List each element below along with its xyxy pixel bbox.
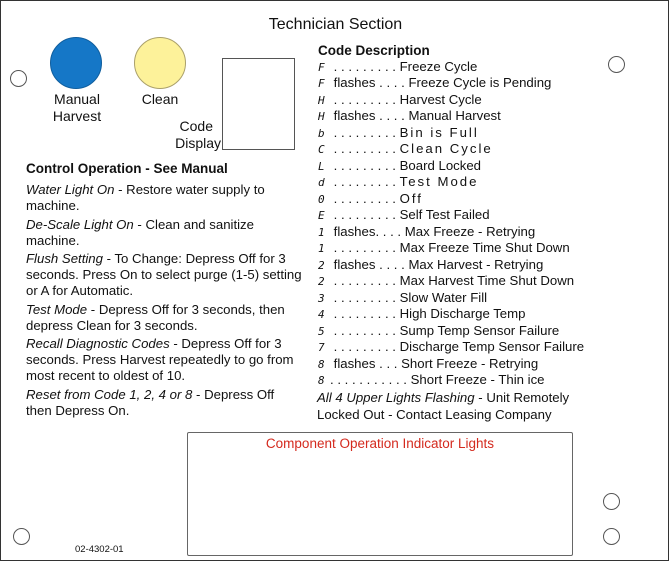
control-operation-heading: Control Operation - See Manual [26,161,228,176]
manual-harvest-label: Manual Harvest [52,91,102,124]
code-row: 1 flashes. . . . Max Freeze - Retrying [318,224,668,241]
code-row: 3 . . . . . . . . . Slow Water Fill [318,290,668,307]
code-glyph: b [318,127,325,140]
code-glyph: 1 [318,242,325,255]
code-row: 5 . . . . . . . . . Sump Temp Sensor Failure [318,323,668,340]
code-row: d . . . . . . . . . Test Mode [318,174,668,191]
code-row: 8 flashes . . . Short Freeze - Retrying [318,356,668,373]
control-operation-section [26,161,308,419]
code-row: 0 . . . . . . . . . Off [318,191,668,208]
mounting-hole-icon [603,528,620,545]
code-glyph: 8 [318,374,325,387]
code-glyph: 0 [318,193,325,206]
code-glyph: L [318,160,325,173]
code-row: 2 flashes . . . . Max Harvest - Retrying [318,257,668,274]
code-row: 7 . . . . . . . . . Discharge Temp Sensor Failure [318,339,668,356]
instruction-item: Water Light On - Restore water supply to machine. [26,182,265,214]
code-glyph: F [318,61,325,74]
code-row: E . . . . . . . . . Self Test Failed [318,207,668,224]
code-row: 8 . . . . . . . . . . . Short Freeze - Thin ice [318,372,668,389]
code-glyph: 2 [318,259,325,272]
code-description-heading: Code Description [318,43,430,58]
code-row: 2 . . . . . . . . . Max Harvest Time Shut Down [318,273,668,290]
remote-lockout-note: All 4 Upper Lights Flashing - Unit Remotely Locked Out - Contact Leasing Company [317,390,570,423]
code-row: H . . . . . . . . . Harvest Cycle [318,92,668,109]
mounting-hole-icon [10,70,27,87]
code-glyph: 4 [318,308,325,321]
code-row: F . . . . . . . . . Freeze Cycle [318,59,668,76]
instruction-item: De-Scale Light On - Clean and sanitize machine. [26,216,254,248]
code-row: H flashes . . . . Manual Harvest [318,108,668,125]
clean-light-icon [134,37,186,89]
code-row: 1 . . . . . . . . . Max Freeze Time Shut Down [318,240,668,257]
code-row: C . . . . . . . . . Clean Cycle [318,141,668,158]
code-glyph: H [318,110,325,123]
section-title: Technician Section [268,16,403,33]
code-glyph: 7 [318,341,325,354]
manual-harvest-light-icon [50,37,102,89]
instruction-item: Recall Diagnostic Codes - Depress Off for 3 seconds. Press Harvest repeatedly to go from most recent to oldest of 10. [26,336,294,384]
code-glyph: F [318,77,325,90]
code-glyph: E [318,209,325,222]
mounting-hole-icon [13,528,30,545]
code-glyph: 5 [318,325,325,338]
code-glyph: 1 [318,226,325,239]
code-glyph: 2 [318,275,325,288]
clean-label: Clean [141,91,179,107]
component-lights-title: Component Operation Indicator Lights [265,436,495,451]
code-glyph: C [318,143,325,156]
instruction-item: Test Mode - Depress Off for 3 seconds, then depress Clean for 3 seconds. [26,301,285,333]
code-glyph: 8 [318,358,325,371]
code-glyph: H [318,94,325,107]
code-row: 4 . . . . . . . . . High Discharge Temp [318,306,668,323]
code-row: L . . . . . . . . . Board Locked [318,158,668,175]
code-display-label: Code Display [175,118,221,151]
code-display-window [222,58,295,150]
code-glyph: 3 [318,292,325,305]
code-row: b . . . . . . . . . Bin is Full [318,125,668,142]
code-row: F flashes . . . . Freeze Cycle is Pending [318,75,668,92]
code-glyph: d [318,176,325,189]
instruction-item: Reset from Code 1, 2, 4 or 8 - Depress Off then Depress On. [26,386,275,418]
mounting-hole-icon [603,493,620,510]
instruction-item: Flush Setting - To Change: Depress Off for 3 seconds. Press On to select purge (1-5) setting or A for Automatic. [26,251,302,299]
part-number: 02-4302-01 [75,544,124,555]
